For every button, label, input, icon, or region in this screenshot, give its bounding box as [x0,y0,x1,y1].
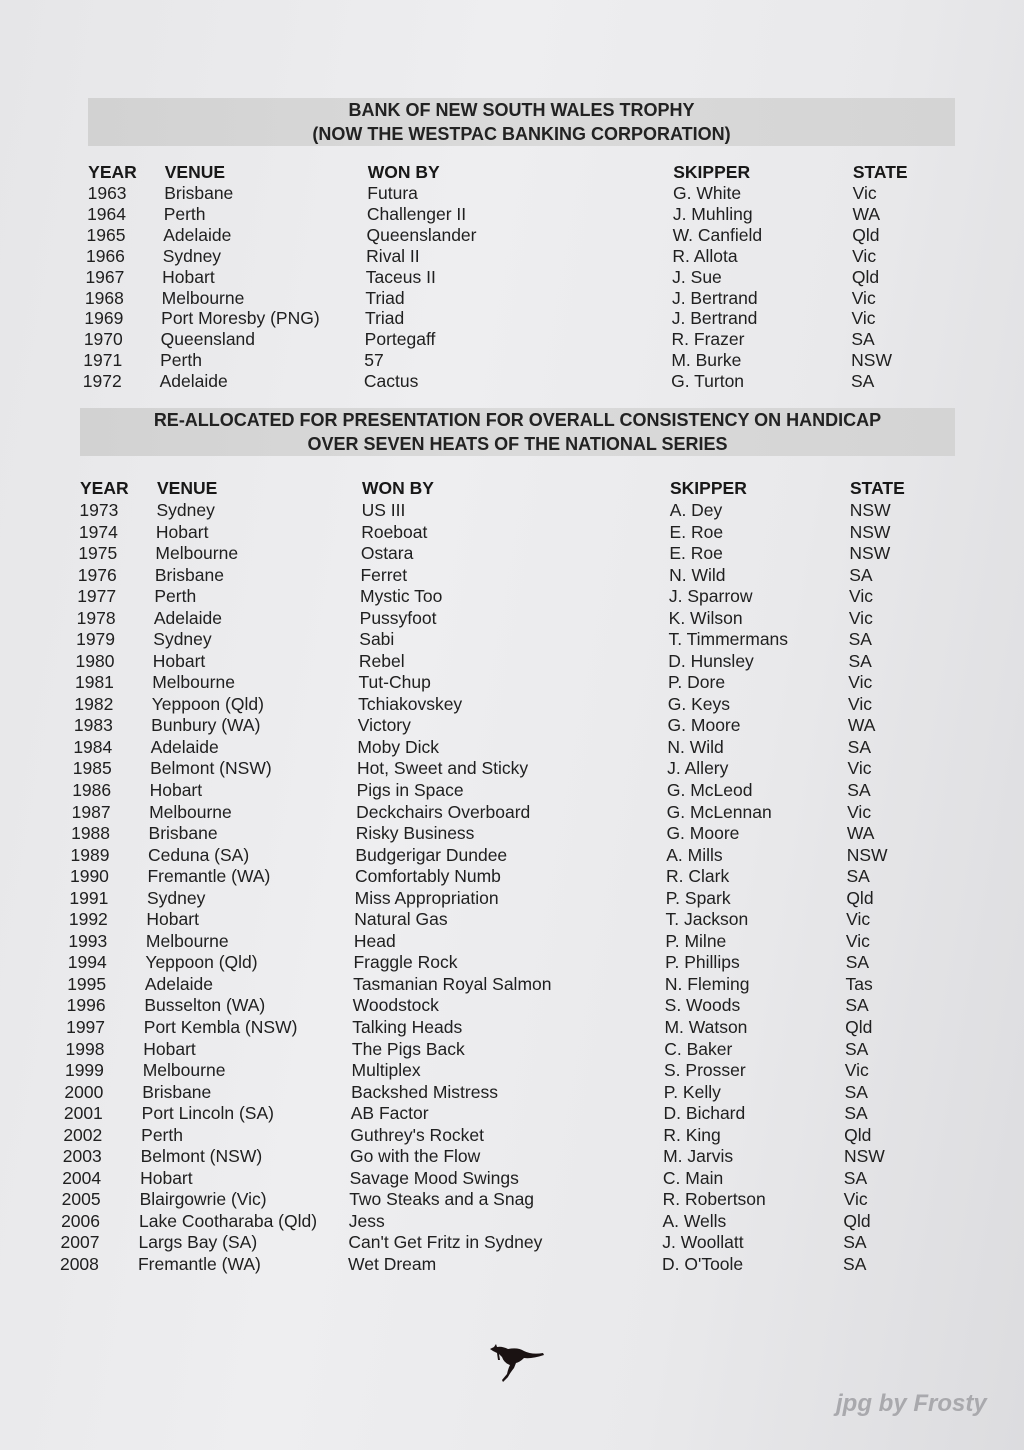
cell-venue: Melbourne [142,1060,226,1081]
cell-venue: Fremantle (WA) [147,866,271,887]
cell-state: WA [847,715,876,736]
cell-skipper: P. Spark [665,887,731,908]
section1-title-line2: (NOW THE WESTPAC BANKING CORPORATION) [312,124,731,144]
cell-skipper: J. Muhling [672,203,753,224]
cell-won-by: Roeboat [361,521,428,542]
cell-venue: Melbourne [155,543,239,564]
cell-won-by: Multiplex [351,1060,421,1081]
cell-skipper: D. Bichard [663,1103,746,1124]
cell-year: 1993 [68,930,108,951]
cell-year: 1969 [84,308,124,329]
cell-venue: Brisbane [148,823,218,844]
kangaroo-icon [488,1343,546,1383]
cell-won-by: Sabi [359,629,395,650]
cell-year: 1967 [85,266,125,287]
cell-state: SA [845,995,869,1016]
cell-state: NSW [846,844,888,865]
cell-skipper: G. Moore [666,823,740,844]
cell-won-by: Futura [367,183,418,203]
cell-skipper: J. Bertrand [671,287,758,308]
cell-skipper: P. Milne [665,930,727,951]
cell-venue: Perth [154,586,197,607]
cell-state: NSW [849,543,891,564]
cell-venue: Largs Bay (SA) [138,1232,258,1253]
cell-year: 2008 [59,1253,99,1274]
cell-state: Vic [844,1060,869,1081]
cell-year: 2002 [63,1124,103,1145]
cell-state: Vic [851,308,876,329]
cell-venue: Belmont (NSW) [150,758,272,779]
cell-state: NSW [851,350,892,371]
cell-year: 1968 [84,287,124,308]
cell-won-by: Pussyfoot [359,607,437,628]
cell-year: 1971 [83,350,123,371]
cell-won-by: US III [361,500,406,520]
cell-state: SA [847,780,871,801]
cell-year: 1983 [73,715,113,736]
cell-year: 1974 [78,521,118,542]
cell-won-by: Miss Appropriation [354,887,499,908]
cell-venue: Sydney [153,629,212,650]
cell-won-by: Rebel [358,650,405,671]
cell-year: 2006 [61,1210,101,1231]
cell-venue: Perth [141,1124,183,1145]
cell-state: SA [847,736,872,757]
cell-year: 2005 [61,1189,101,1210]
cell-skipper: P. Phillips [665,952,740,973]
cell-skipper: C. Baker [664,1038,733,1059]
cell-won-by: AB Factor [350,1103,429,1124]
cell-venue: Sydney [146,887,206,908]
cell-won-by: Pigs in Space [356,780,464,801]
cell-won-by: Triad [365,308,405,329]
cell-won-by: Ferret [360,564,408,585]
cell-year: 1990 [69,866,109,887]
cell-year: 1965 [86,224,126,245]
cell-year: 1995 [67,973,107,994]
cell-state: SA [844,1081,868,1102]
cell-skipper: N. Wild [669,564,726,585]
cell-venue: Blairgowrie (Vic) [139,1189,267,1210]
cell-state: SA [844,1038,869,1059]
cell-year: 1988 [71,823,111,844]
cell-year: 1973 [79,500,119,520]
cell-skipper: E. Roe [669,521,724,542]
cell-year: 1975 [78,543,118,564]
cell-year: 1987 [71,801,111,822]
cell-skipper: G. McLennan [666,801,772,822]
cell-won-by: Queenslander [366,224,477,245]
cell-state: Vic [852,245,877,266]
cell-venue: Melbourne [161,287,245,308]
cell-venue: Port Moresby (PNG) [161,308,320,329]
cell-skipper: R. King [663,1124,721,1145]
cell-state: SA [843,1167,868,1188]
cell-skipper: D. Hunsley [668,650,754,671]
cell-won-by: Can't Get Fritz in Sydney [348,1232,543,1253]
cell-state: Tas [845,973,873,994]
cell-state: Vic [848,693,873,714]
cell-year: 1997 [66,1016,106,1037]
cell-state: Vic [848,672,873,693]
cell-venue: Belmont (NSW) [140,1146,263,1167]
cell-year: 1994 [67,952,107,973]
cell-venue: Melbourne [145,930,229,951]
cell-won-by: Savage Mood Swings [349,1167,519,1188]
cell-state: SA [845,952,870,973]
cell-venue: Hobart [140,1167,193,1188]
section2-title-line2: OVER SEVEN HEATS OF THE NATIONAL SERIES [307,434,728,454]
cell-venue: Port Lincoln (SA) [141,1103,274,1124]
cell-venue: Brisbane [164,183,234,203]
cell-venue: Adelaide [153,607,222,628]
cell-year: 2004 [62,1167,102,1188]
header-year: YEAR [88,162,137,182]
cell-skipper: T. Jackson [665,909,749,930]
cell-won-by: Guthrey's Rocket [350,1124,485,1145]
cell-skipper: G. Moore [667,715,741,736]
header-won-by: WON BY [362,478,434,498]
cell-venue: Hobart [146,909,199,930]
cell-year: 1991 [69,887,109,908]
cell-state: WA [852,203,880,224]
cell-year: 1978 [76,607,116,628]
cell-year: 1977 [77,586,117,607]
cell-skipper: R. Frazer [671,329,745,350]
cell-skipper: W. Canfield [672,224,763,245]
cell-won-by: Hot, Sweet and Sticky [356,758,529,779]
cell-year: 1996 [66,995,106,1016]
cell-won-by: Jess [348,1210,385,1231]
cell-year: 1964 [87,203,126,224]
cell-skipper: A. Mills [666,844,723,865]
cell-state: Qld [844,1124,872,1145]
cell-won-by: 57 [364,350,384,371]
cell-won-by: Taceus II [365,266,436,287]
cell-won-by: Deckchairs Overboard [356,801,531,822]
cell-venue: Adelaide [150,736,219,757]
cell-state: Vic [848,607,873,628]
header-state: STATE [850,478,905,498]
cell-venue: Bunbury (WA) [151,715,261,736]
cell-state: SA [849,564,873,585]
cell-skipper: K. Wilson [668,607,743,628]
cell-skipper: A. Wells [662,1210,727,1231]
cell-year: 2001 [63,1103,103,1124]
cell-year: 2003 [62,1146,102,1167]
cell-year: 1992 [68,909,108,930]
cell-year: 1981 [74,672,114,693]
cell-skipper: M. Burke [671,350,742,371]
cell-state: Vic [851,287,876,308]
cell-won-by: Natural Gas [354,909,448,930]
cell-skipper: D. O'Toole [662,1253,744,1274]
header-year: YEAR [80,478,129,498]
cell-won-by: Challenger II [366,203,467,224]
cell-skipper: J. Bertrand [671,308,758,329]
cell-won-by: Wet Dream [348,1253,437,1274]
cell-won-by: Moby Dick [357,736,440,757]
cell-state: SA [846,866,870,887]
cell-year: 1985 [72,758,112,779]
cell-won-by: Talking Heads [352,1016,463,1037]
cell-skipper: C. Main [662,1167,724,1188]
header-skipper: SKIPPER [673,162,751,182]
photo-credit-watermark: jpg by Frosty [836,1390,987,1417]
cell-year: 2007 [60,1232,100,1253]
section2-title [80,408,955,456]
cell-skipper: R. Allota [672,245,738,266]
cell-state: Vic [846,909,871,930]
cell-state: NSW [849,500,891,520]
cell-state: Vic [843,1189,868,1210]
header-skipper: SKIPPER [670,478,747,498]
cell-skipper: P. Dore [667,672,726,693]
cell-venue: Sydney [162,245,222,266]
cell-venue: Adelaide [159,371,228,392]
cell-state: Vic [847,758,872,779]
cell-venue: Brisbane [154,564,224,585]
cell-venue: Melbourne [149,801,232,822]
cell-year: 1972 [82,371,122,392]
cell-state: SA [848,650,872,671]
cell-state: SA [844,1103,868,1124]
cell-year: 1982 [74,693,114,714]
cell-year: 1984 [73,736,113,757]
header-won-by: WON BY [367,162,440,182]
cell-state: Qld [846,887,874,908]
cell-state: SA [843,1232,867,1253]
header-venue: VENUE [164,162,226,182]
cell-state: SA [848,629,872,650]
cell-year: 1976 [77,564,117,585]
cell-state: Qld [851,266,880,287]
cell-won-by: Go with the Flow [349,1146,481,1167]
cell-skipper: T. Timmermans [668,629,789,650]
cell-venue: Melbourne [152,672,235,693]
section1-title-line1: BANK OF NEW SOUTH WALES TROPHY [348,100,695,120]
cell-skipper: N. Fleming [664,973,750,994]
cell-venue: Hobart [152,650,206,671]
cell-won-by: Rival II [366,245,420,266]
cell-skipper: R. Robertson [662,1189,766,1210]
cell-venue: Yeppoon (Qld) [145,952,258,973]
header-state: STATE [852,162,908,182]
cell-won-by: Victory [357,715,411,736]
cell-year: 1966 [85,245,125,266]
cell-won-by: Two Steaks and a Snag [349,1189,535,1210]
cell-skipper: G. White [673,183,742,203]
cell-year: 1986 [72,780,112,801]
cell-state: Qld [845,1016,873,1037]
cell-state: SA [851,329,875,350]
cell-won-by: The Pigs Back [351,1038,465,1059]
cell-won-by: Head [353,930,396,951]
cell-won-by: Woodstock [352,995,439,1016]
cell-won-by: Mystic Too [360,586,443,607]
cell-year: 1980 [75,650,115,671]
cell-skipper: J. Woollatt [662,1232,744,1253]
cell-venue: Busselton (WA) [144,995,266,1016]
cell-state: Vic [845,930,870,951]
cell-skipper: P. Kelly [663,1081,721,1102]
cell-won-by: Tasmanian Royal Salmon [353,973,552,994]
cell-skipper: S. Woods [664,995,741,1016]
cell-won-by: Tchiakovskey [358,693,463,714]
cell-skipper: G. Keys [667,693,731,714]
cell-skipper: G. McLeod [666,780,753,801]
cell-skipper: J. Allery [667,758,729,779]
cell-skipper: J. Sparrow [668,586,753,607]
cell-won-by: Cactus [363,371,419,392]
cell-won-by: Backshed Mistress [351,1081,498,1102]
cell-venue: Hobart [155,521,209,542]
cell-skipper: G. Turton [671,371,745,392]
cell-venue: Perth [163,203,206,224]
cell-won-by: Budgerigar Dundee [355,844,508,865]
cell-year: 1989 [70,844,110,865]
cell-year: 1979 [76,629,116,650]
cell-venue: Sydney [156,500,215,520]
cell-skipper: J. Sue [672,266,722,287]
cell-won-by: Triad [365,287,405,308]
cell-venue: Port Kembla (NSW) [143,1016,298,1037]
cell-state: NSW [849,521,891,542]
section1-title [88,98,955,146]
cell-skipper: R. Clark [666,866,730,887]
cell-state: Vic [852,183,877,203]
cell-state: SA [850,371,875,392]
cell-venue: Fremantle (WA) [137,1253,261,1274]
cell-won-by: Fraggle Rock [353,952,458,973]
cell-won-by: Comfortably Numb [355,866,501,887]
cell-state: Qld [843,1210,871,1231]
cell-venue: Lake Cootharaba (Qld) [139,1210,318,1231]
cell-skipper: E. Roe [669,543,723,564]
cell-venue: Hobart [162,266,215,287]
cell-year: 1970 [83,329,123,350]
cell-skipper: M. Jarvis [663,1146,734,1167]
cell-state: Qld [852,224,880,245]
cell-venue: Hobart [143,1038,196,1059]
cell-won-by: Tut-Chup [358,672,431,693]
cell-venue: Queensland [160,329,256,350]
cell-venue: Hobart [149,780,203,801]
cell-won-by: Ostara [360,543,414,564]
cell-skipper: A. Dey [669,500,723,520]
cell-state: Vic [847,801,872,822]
cell-skipper: M. Watson [664,1016,748,1037]
cell-year: 2000 [64,1081,104,1102]
cell-won-by: Portegaff [364,329,436,350]
cell-state: SA [843,1253,867,1274]
cell-state: Vic [849,586,874,607]
cell-venue: Yeppoon (Qld) [151,693,264,714]
cell-venue: Adelaide [163,224,232,245]
cell-year: 1999 [64,1060,104,1081]
cell-venue: Ceduna (SA) [148,844,250,865]
cell-venue: Perth [160,350,202,371]
cell-state: NSW [843,1146,885,1167]
cell-skipper: N. Wild [667,736,724,757]
cell-won-by: Risky Business [355,823,475,844]
cell-skipper: S. Prosser [664,1060,746,1081]
cell-year: 1963 [87,183,127,203]
cell-year: 1998 [65,1038,105,1059]
cell-venue: Brisbane [142,1081,212,1102]
header-venue: VENUE [157,478,218,498]
cell-state: WA [846,823,875,844]
section2-title-line1: RE-ALLOCATED FOR PRESENTATION FOR OVERALL CONSISTENCY ON HANDICAP [153,410,882,430]
cell-venue: Adelaide [144,973,213,994]
